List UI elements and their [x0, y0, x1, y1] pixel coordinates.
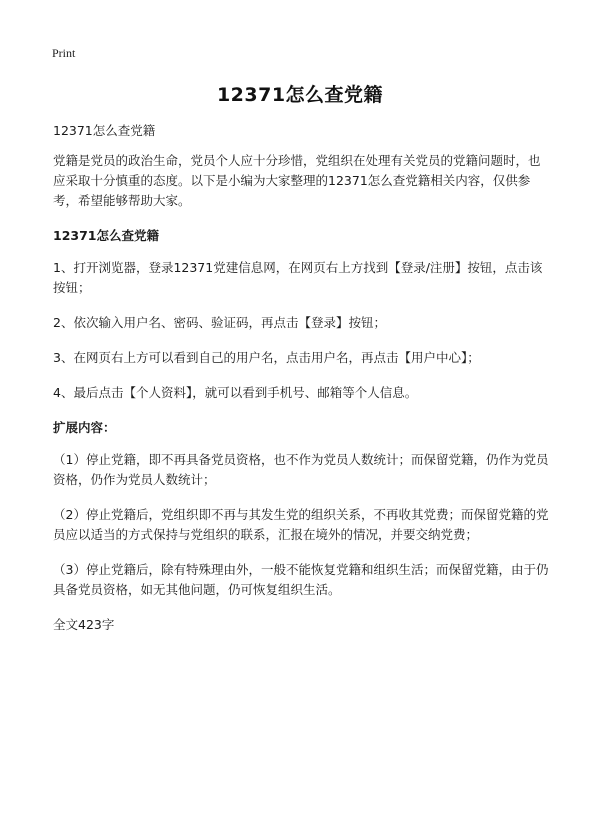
section-heading: 12371怎么查党籍	[53, 228, 159, 243]
intro-paragraph: 党籍是党员的政治生命，党员个人应十分珍惜，党组织在处理有关党员的党籍问题时，也应采取十分慎重的态度。以下是小编为大家整理的12371怎么查党籍相关内容，仅供参考，希望能够帮助大家。	[53, 153, 541, 208]
step-item: 2、依次输入用户名、密码、验证码，再点击【登录】按钮；	[53, 315, 386, 330]
step-item: 1、打开浏览器，登录12371党建信息网，在网页右上方找到【登录/注册】按钮，点击该按钮；	[53, 260, 543, 295]
print-label[interactable]: Print	[52, 46, 76, 60]
step-item: 3、在网页右上方可以看到自己的用户名，点击用户名，再点击【用户中心】；	[53, 350, 480, 365]
article-subtitle: 12371怎么查党籍	[53, 123, 156, 138]
article-body	[53, 121, 551, 635]
extension-item: （1）停止党籍，即不再具备党员资格，也不作为党员人数统计；而保留党籍，仍作为党员资格，仍作为党员人数统计；	[53, 452, 549, 487]
step-item: 4、最后点击【个人资料】，就可以看到手机号、邮箱等个人信息。	[53, 385, 418, 400]
extension-item: （2）停止党籍后，党组织即不再与其发生党的组织关系，不再收其党费；而保留党籍的党员应以适当的方式保持与党组织的联系，汇报在境外的情况，并要交纳党费；	[53, 507, 549, 542]
extension-heading: 扩展内容：	[53, 420, 116, 435]
extension-item: （3）停止党籍后，除有特殊理由外，一般不能恢复党籍和组织生活；而保留党籍，由于仍具备党员资格，如无其他问题，仍可恢复组织生活。	[53, 562, 549, 597]
page-title: 12371怎么查党籍	[216, 84, 384, 106]
word-count: 全文423字	[53, 617, 115, 632]
